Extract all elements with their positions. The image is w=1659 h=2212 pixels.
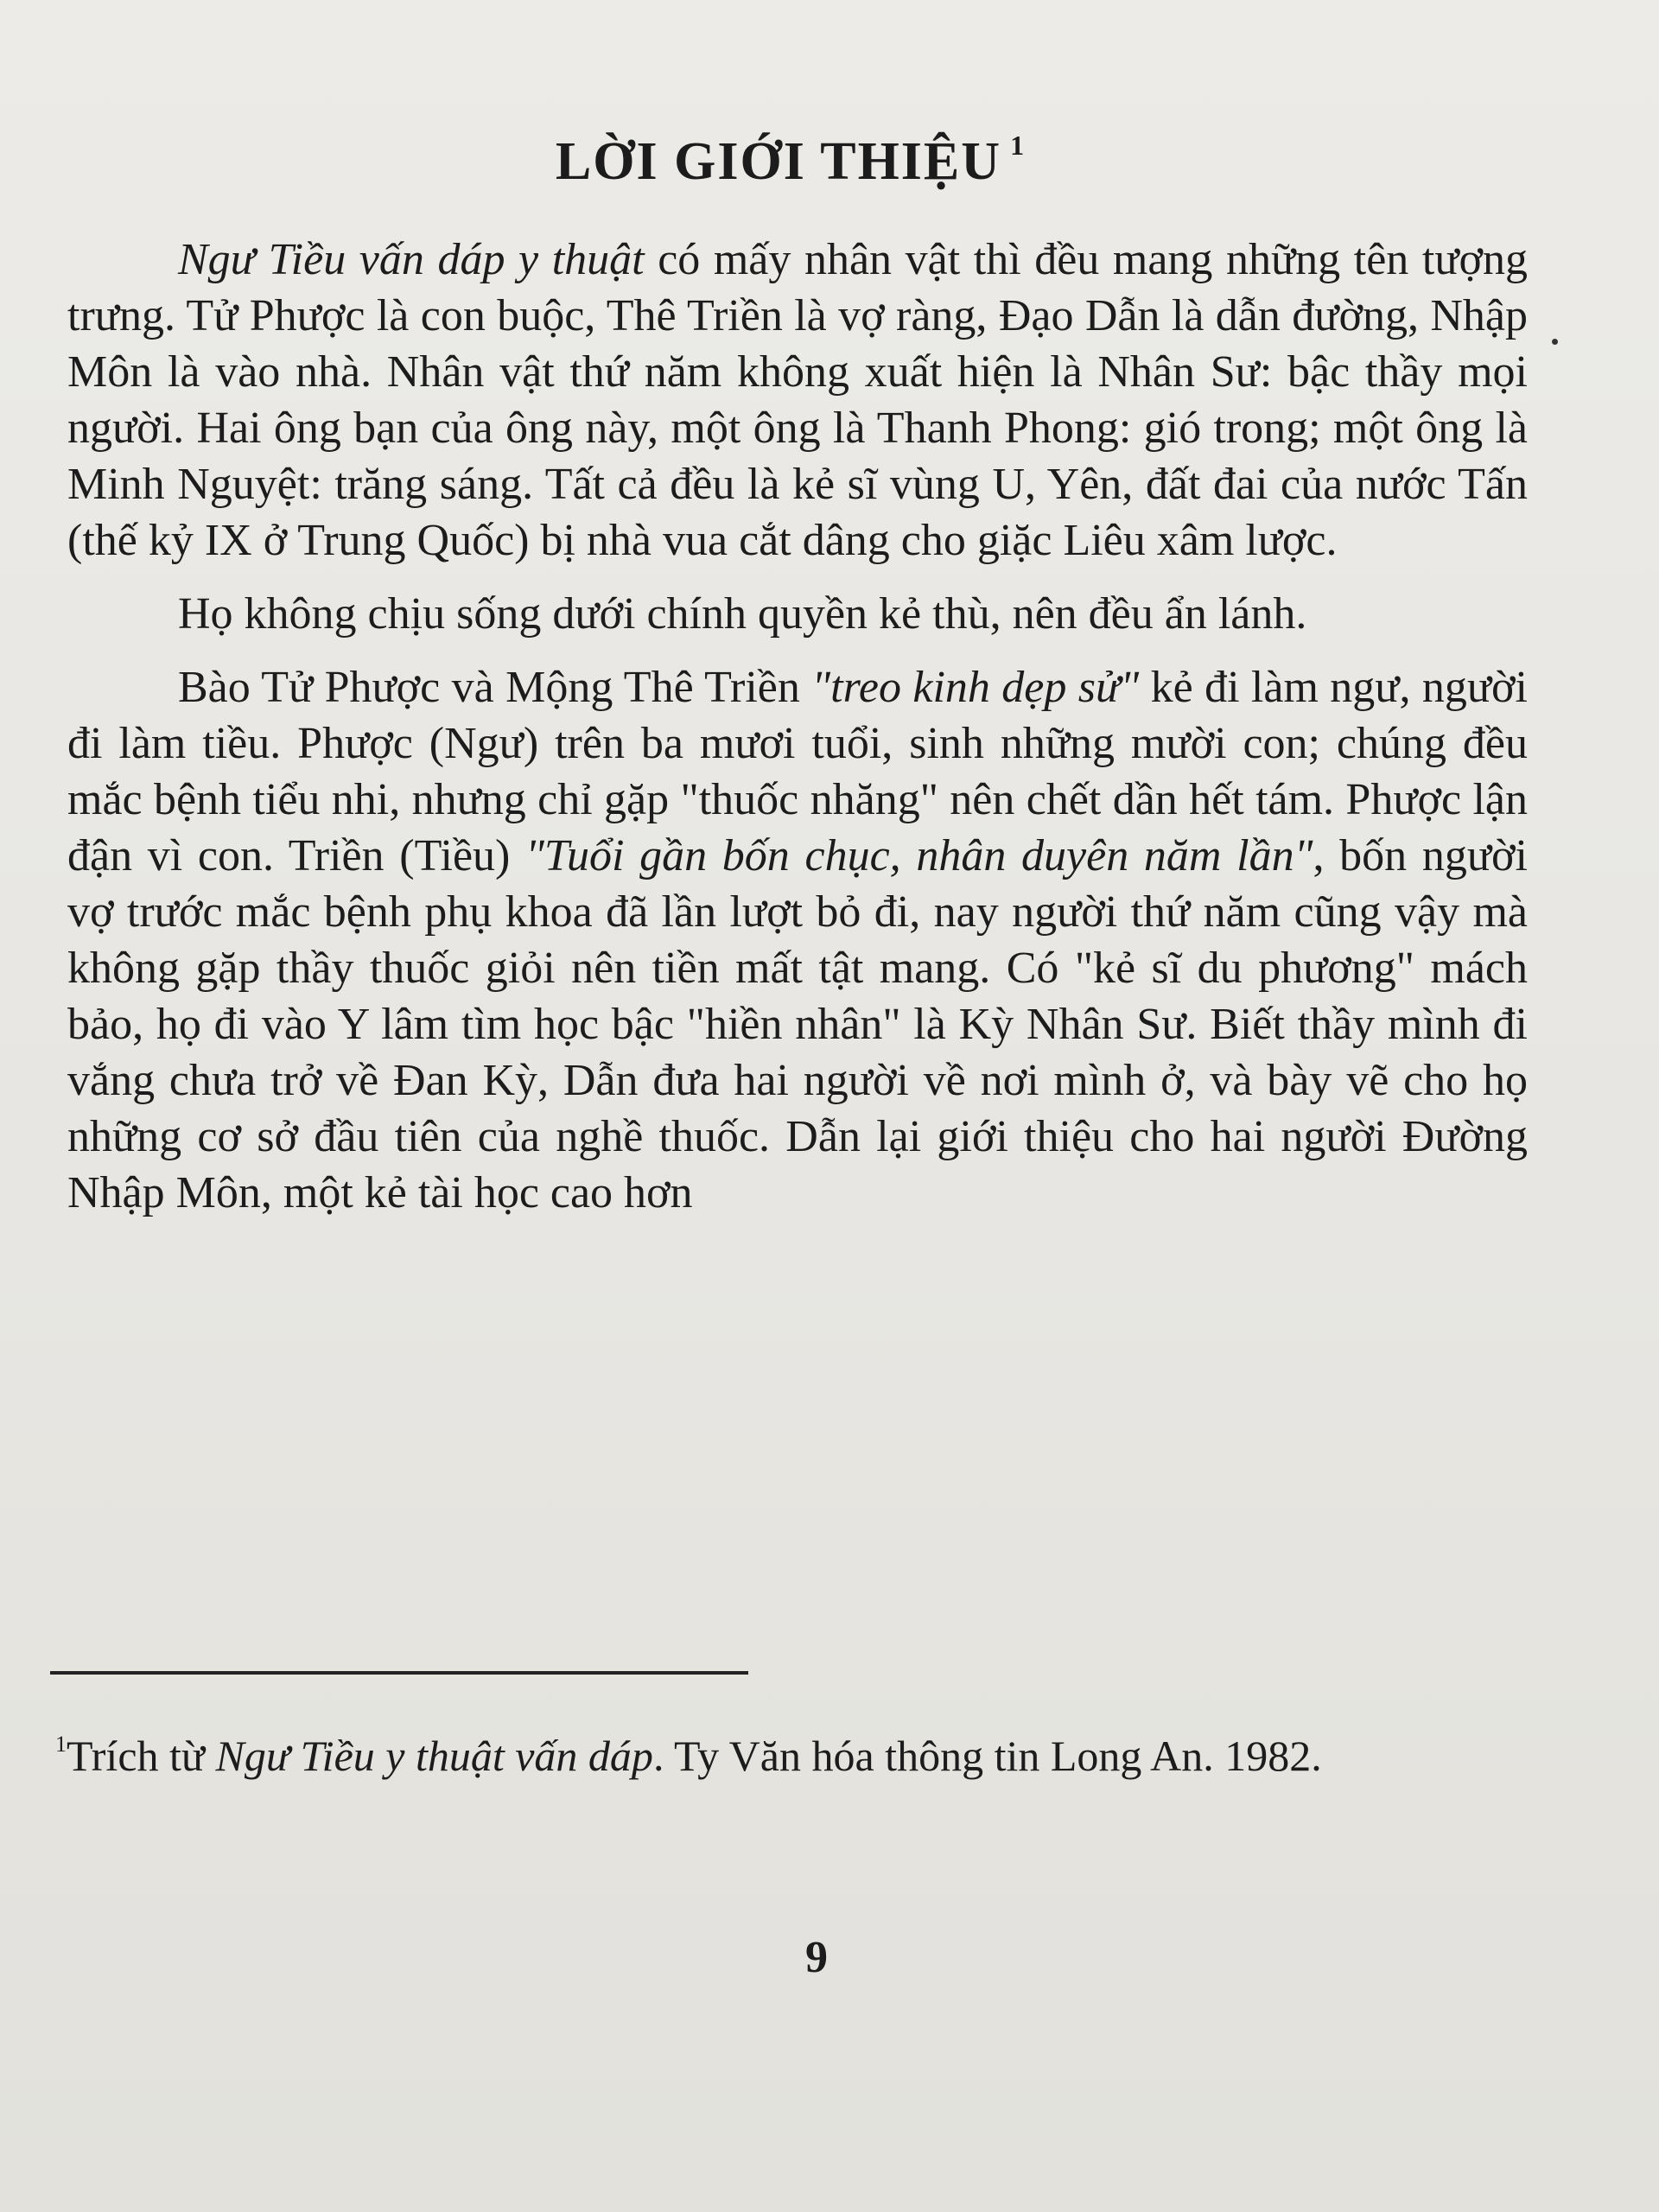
paragraph-3-text-2: kẻ đi làm ngư, người đi làm tiều. Phược (Ngư) trên ba mươi tuổi, sinh những mười con; chúng đều mắc bệnh tiểu nhi, nhưng chỉ gặp "thuốc nhăng" nên chết dần hết tám. Phược lận đận vì con. Triền (Tiều) xyxy=(67,663,1528,880)
footnote-italic-title: Ngư Tiều y thuật vấn dáp xyxy=(215,1732,653,1780)
body-text xyxy=(67,232,1528,1238)
footnote xyxy=(55,1713,1637,1788)
footnote-text-before: Trích từ xyxy=(67,1732,216,1780)
page-title xyxy=(0,130,1581,193)
paragraph-3-text-1: Bào Tử Phược và Mộng Thê Triền xyxy=(178,663,812,712)
quote-italic-2: "Tuổi gần bốn chục, nhân duyên năm lần" xyxy=(525,831,1313,880)
footnote-marker: 1 xyxy=(55,1732,67,1757)
title-text: LỜI GIỚI THIỆU xyxy=(555,131,1002,191)
footnote-text-after: . Ty Văn hóa thông tin Long An. 1982. xyxy=(652,1732,1322,1780)
paragraph-1 xyxy=(67,232,1528,569)
page-number: 9 xyxy=(805,1933,828,1982)
book-title-italic: Ngư Tiều vấn dáp y thuật xyxy=(178,235,645,284)
paragraph-3 xyxy=(67,659,1528,1221)
paragraph-2 xyxy=(67,586,1528,642)
paper-speck xyxy=(1552,339,1558,345)
paragraph-1-text: có mấy nhân vật thì đều mang những tên tượng trưng. Tử Phược là con buộc, Thê Triền là vợ ràng, Đạo Dẫn là dẫn đường, Nhập Môn là vào nhà. Nhân vật thứ năm không xuất hiện là Nhân Sư: bậc thầy mọi người. Hai ông bạn của ông này, một ông là Thanh Phong: gió trong; một ông là Minh Nguyệt: trăng sáng. Tất cả đều là kẻ sĩ vùng U, Yên, đất đai của nước Tấn (thế kỷ IX ở Trung Quốc) bị nhà vua cắt dâng cho giặc Liêu xâm lược. xyxy=(67,235,1528,565)
quote-italic-1: "treo kinh dẹp sử" xyxy=(811,663,1140,712)
paragraph-2-text: Họ không chịu sống dưới chính quyền kẻ thù, nên đều ẩn lánh. xyxy=(178,589,1307,639)
title-footnote-marker: 1 xyxy=(1010,129,1027,161)
paragraph-3-text-3: , bốn người vợ trước mắc bệnh phụ khoa đã lần lượt bỏ đi, nay người thứ năm cũng vậy mà không gặp thầy thuốc giỏi nên tiền mất tật mang. Có "kẻ sĩ du phương" mách bảo, họ đi vào Y lâm tìm học bậc "hiền nhân" là Kỳ Nhân Sư. Biết thầy mình đi vắng chưa trở về Đan Kỳ, Dẫn đưa hai người về nơi mình ở, và bày vẽ cho họ những cơ sở đầu tiên của nghề thuốc. Dẫn lại giới thiệu cho hai người Đường Nhập Môn, một kẻ tài học cao hơn xyxy=(67,831,1528,1217)
footnote-divider xyxy=(50,1671,748,1675)
